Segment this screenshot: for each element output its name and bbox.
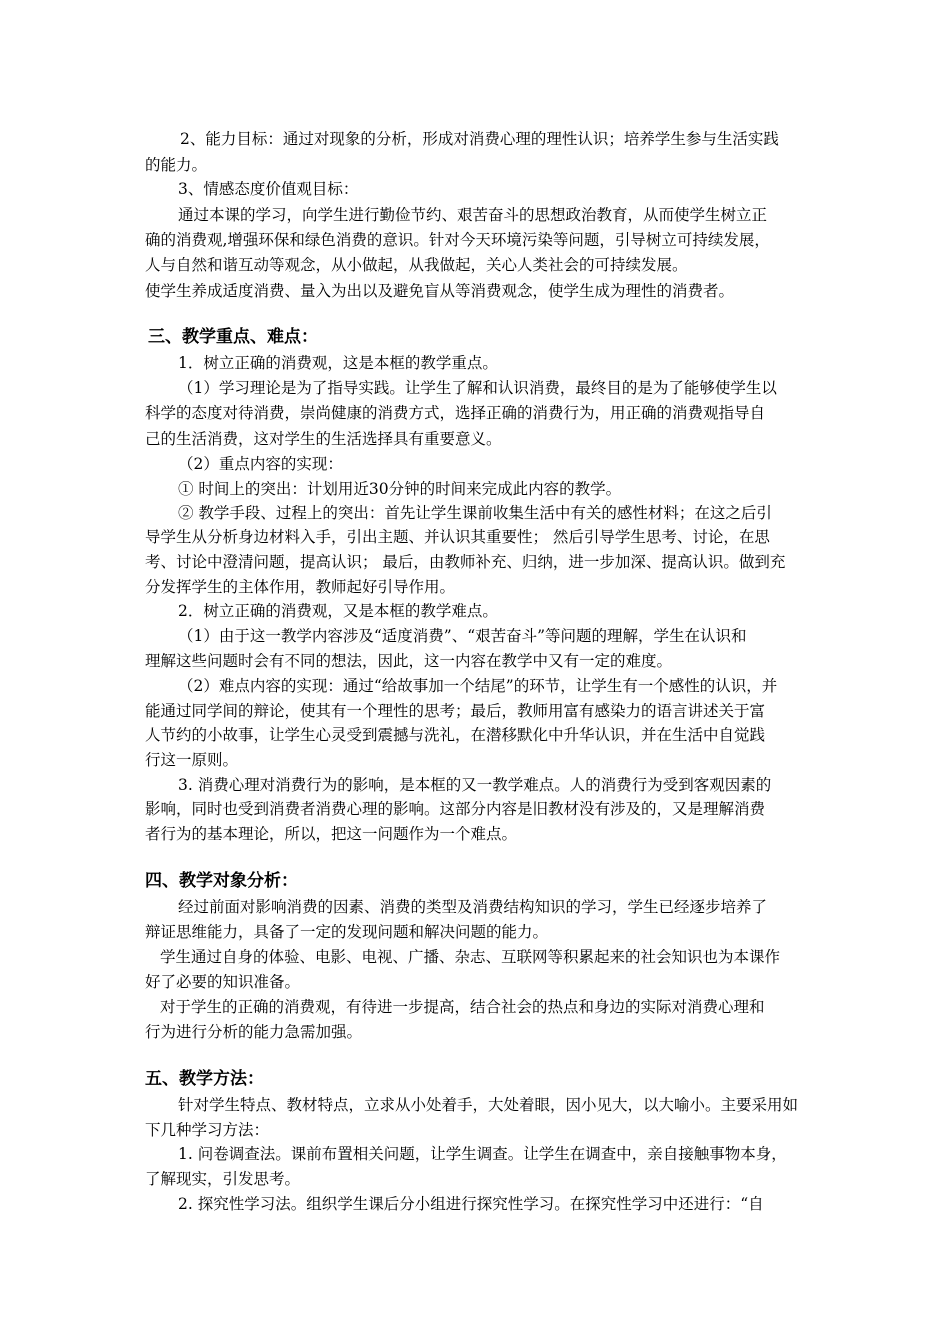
text-line: 理解这些问题时会有不同的想法，因此，这一内容在教学中又有一定的难度。 bbox=[145, 652, 673, 670]
text-line: 2、能力目标：通过对现象的分析，形成对消费心理的理性认识；培养学生参与生活实践 bbox=[180, 130, 779, 148]
text-line: （1）学习理论是为了指导实践。让学生了解和认识消费，最终目的是为了能够使学生以 bbox=[178, 379, 777, 397]
text-line: （2）难点内容的实现：通过“给故事加一个结尾”的环节，让学生有一个感性的认识，并 bbox=[178, 677, 778, 695]
text-line: 对于学生的正确的消费观，有待进一步提高，结合社会的热点和身边的实际对消费心理和 bbox=[160, 998, 765, 1016]
text-line: 确的消费观,增强环保和绿色消费的意识。针对今天环境污染等问题，引导树立可持续发展， bbox=[145, 231, 770, 249]
text-line: 下几种学习方法： bbox=[145, 1121, 270, 1139]
text-line: 1. 问卷调查法。课前布置相关问题，让学生调查。让学生在调查中，亲自接触事物本身， bbox=[178, 1145, 787, 1163]
text-line: 己的生活消费，这对学生的生活选择具有重要意义。 bbox=[145, 430, 502, 448]
section-heading: 四、教学对象分析： bbox=[145, 871, 298, 891]
text-line: 的能力。 bbox=[145, 156, 208, 174]
text-line: 1．树立正确的消费观，这是本框的教学重点。 bbox=[178, 354, 498, 372]
text-line: 2. 探究性学习法。组织学生课后分小组进行探究性学习。在探究性学习中还进行：“自 bbox=[178, 1195, 764, 1213]
section-heading: 五、教学方法： bbox=[145, 1069, 264, 1089]
text-line: （1）由于这一教学内容涉及“适度消费”、“艰苦奋斗”等问题的理解，学生在认识和 bbox=[178, 627, 747, 645]
section-heading: 三、教学重点、难点： bbox=[148, 327, 318, 347]
text-line: ② 教学手段、过程上的突出：首先让学生课前收集生活中有关的感性材料；在这之后引 bbox=[178, 504, 772, 522]
text-line: 针对学生特点、教材特点，立求从小处着手，大处着眼，因小见大，以大喻小。主要采用如 bbox=[178, 1096, 799, 1114]
text-line: （2）重点内容的实现： bbox=[178, 455, 343, 473]
text-line: 经过前面对影响消费的因素、消费的类型及消费结构知识的学习，学生已经逐步培养了 bbox=[178, 898, 768, 916]
text-line: 学生通过自身的体验、电影、电视、广播、杂志、互联网等积累起来的社会知识也为本课作 bbox=[160, 948, 781, 966]
text-line: 通过本课的学习，向学生进行勤俭节约、艰苦奋斗的思想政治教育，从而使学生树立正 bbox=[178, 206, 768, 224]
text-line: 3、情感态度价值观目标： bbox=[178, 180, 359, 198]
text-line: 科学的态度对待消费，崇尚健康的消费方式，选择正确的消费行为，用正确的消费观指导自 bbox=[145, 404, 766, 422]
text-line: 分发挥学生的主体作用，教师起好引导作用。 bbox=[145, 578, 456, 596]
text-line: 导学生从分析身边材料入手，引出主题、并认识其重要性； 然后引导学生思考、讨论，在思 bbox=[145, 528, 770, 546]
text-line: 使学生养成适度消费、量入为出以及避免盲从等消费观念，使学生成为理性的消费者。 bbox=[145, 282, 735, 300]
text-line: 好了必要的知识准备。 bbox=[145, 973, 301, 991]
text-line: 能通过同学间的辩论，使其有一个理性的思考；最后，教师用富有感染力的语言讲述关于富 bbox=[145, 702, 766, 720]
text-line: 辩证思维能力，具备了一定的发现问题和解决问题的能力。 bbox=[145, 923, 549, 941]
text-line: 者行为的基本理论，所以，把这一问题作为一个难点。 bbox=[145, 825, 518, 843]
text-line: 考、讨论中澄清问题，提高认识； 最后，由教师补充、归纳，进一步加深、提高认识。做到充 bbox=[145, 553, 786, 571]
text-line: 3. 消费心理对消费行为的影响，是本框的又一教学难点。人的消费行为受到客观因素的 bbox=[178, 776, 772, 794]
text-line: ① 时间上的突出：计划用近30分钟的时间来完成此内容的教学。 bbox=[178, 480, 622, 498]
text-line: 行这一原则。 bbox=[145, 751, 239, 769]
text-line: 人节约的小故事，让学生心灵受到震撼与洗礼，在潜移默化中升华认识，并在生活中自觉践 bbox=[145, 726, 766, 744]
text-line: 影响，同时也受到消费者消费心理的影响。这部分内容是旧教材没有涉及的，又是理解消费 bbox=[145, 800, 766, 818]
text-line: 人与自然和谐互动等观念，从小做起，从我做起，关心人类社会的可持续发展。 bbox=[145, 256, 688, 274]
text-line: 了解现实，引发思考。 bbox=[145, 1170, 301, 1188]
text-line: 行为进行分析的能力急需加强。 bbox=[145, 1023, 363, 1041]
text-line: 2．树立正确的消费观，又是本框的教学难点。 bbox=[178, 602, 498, 620]
